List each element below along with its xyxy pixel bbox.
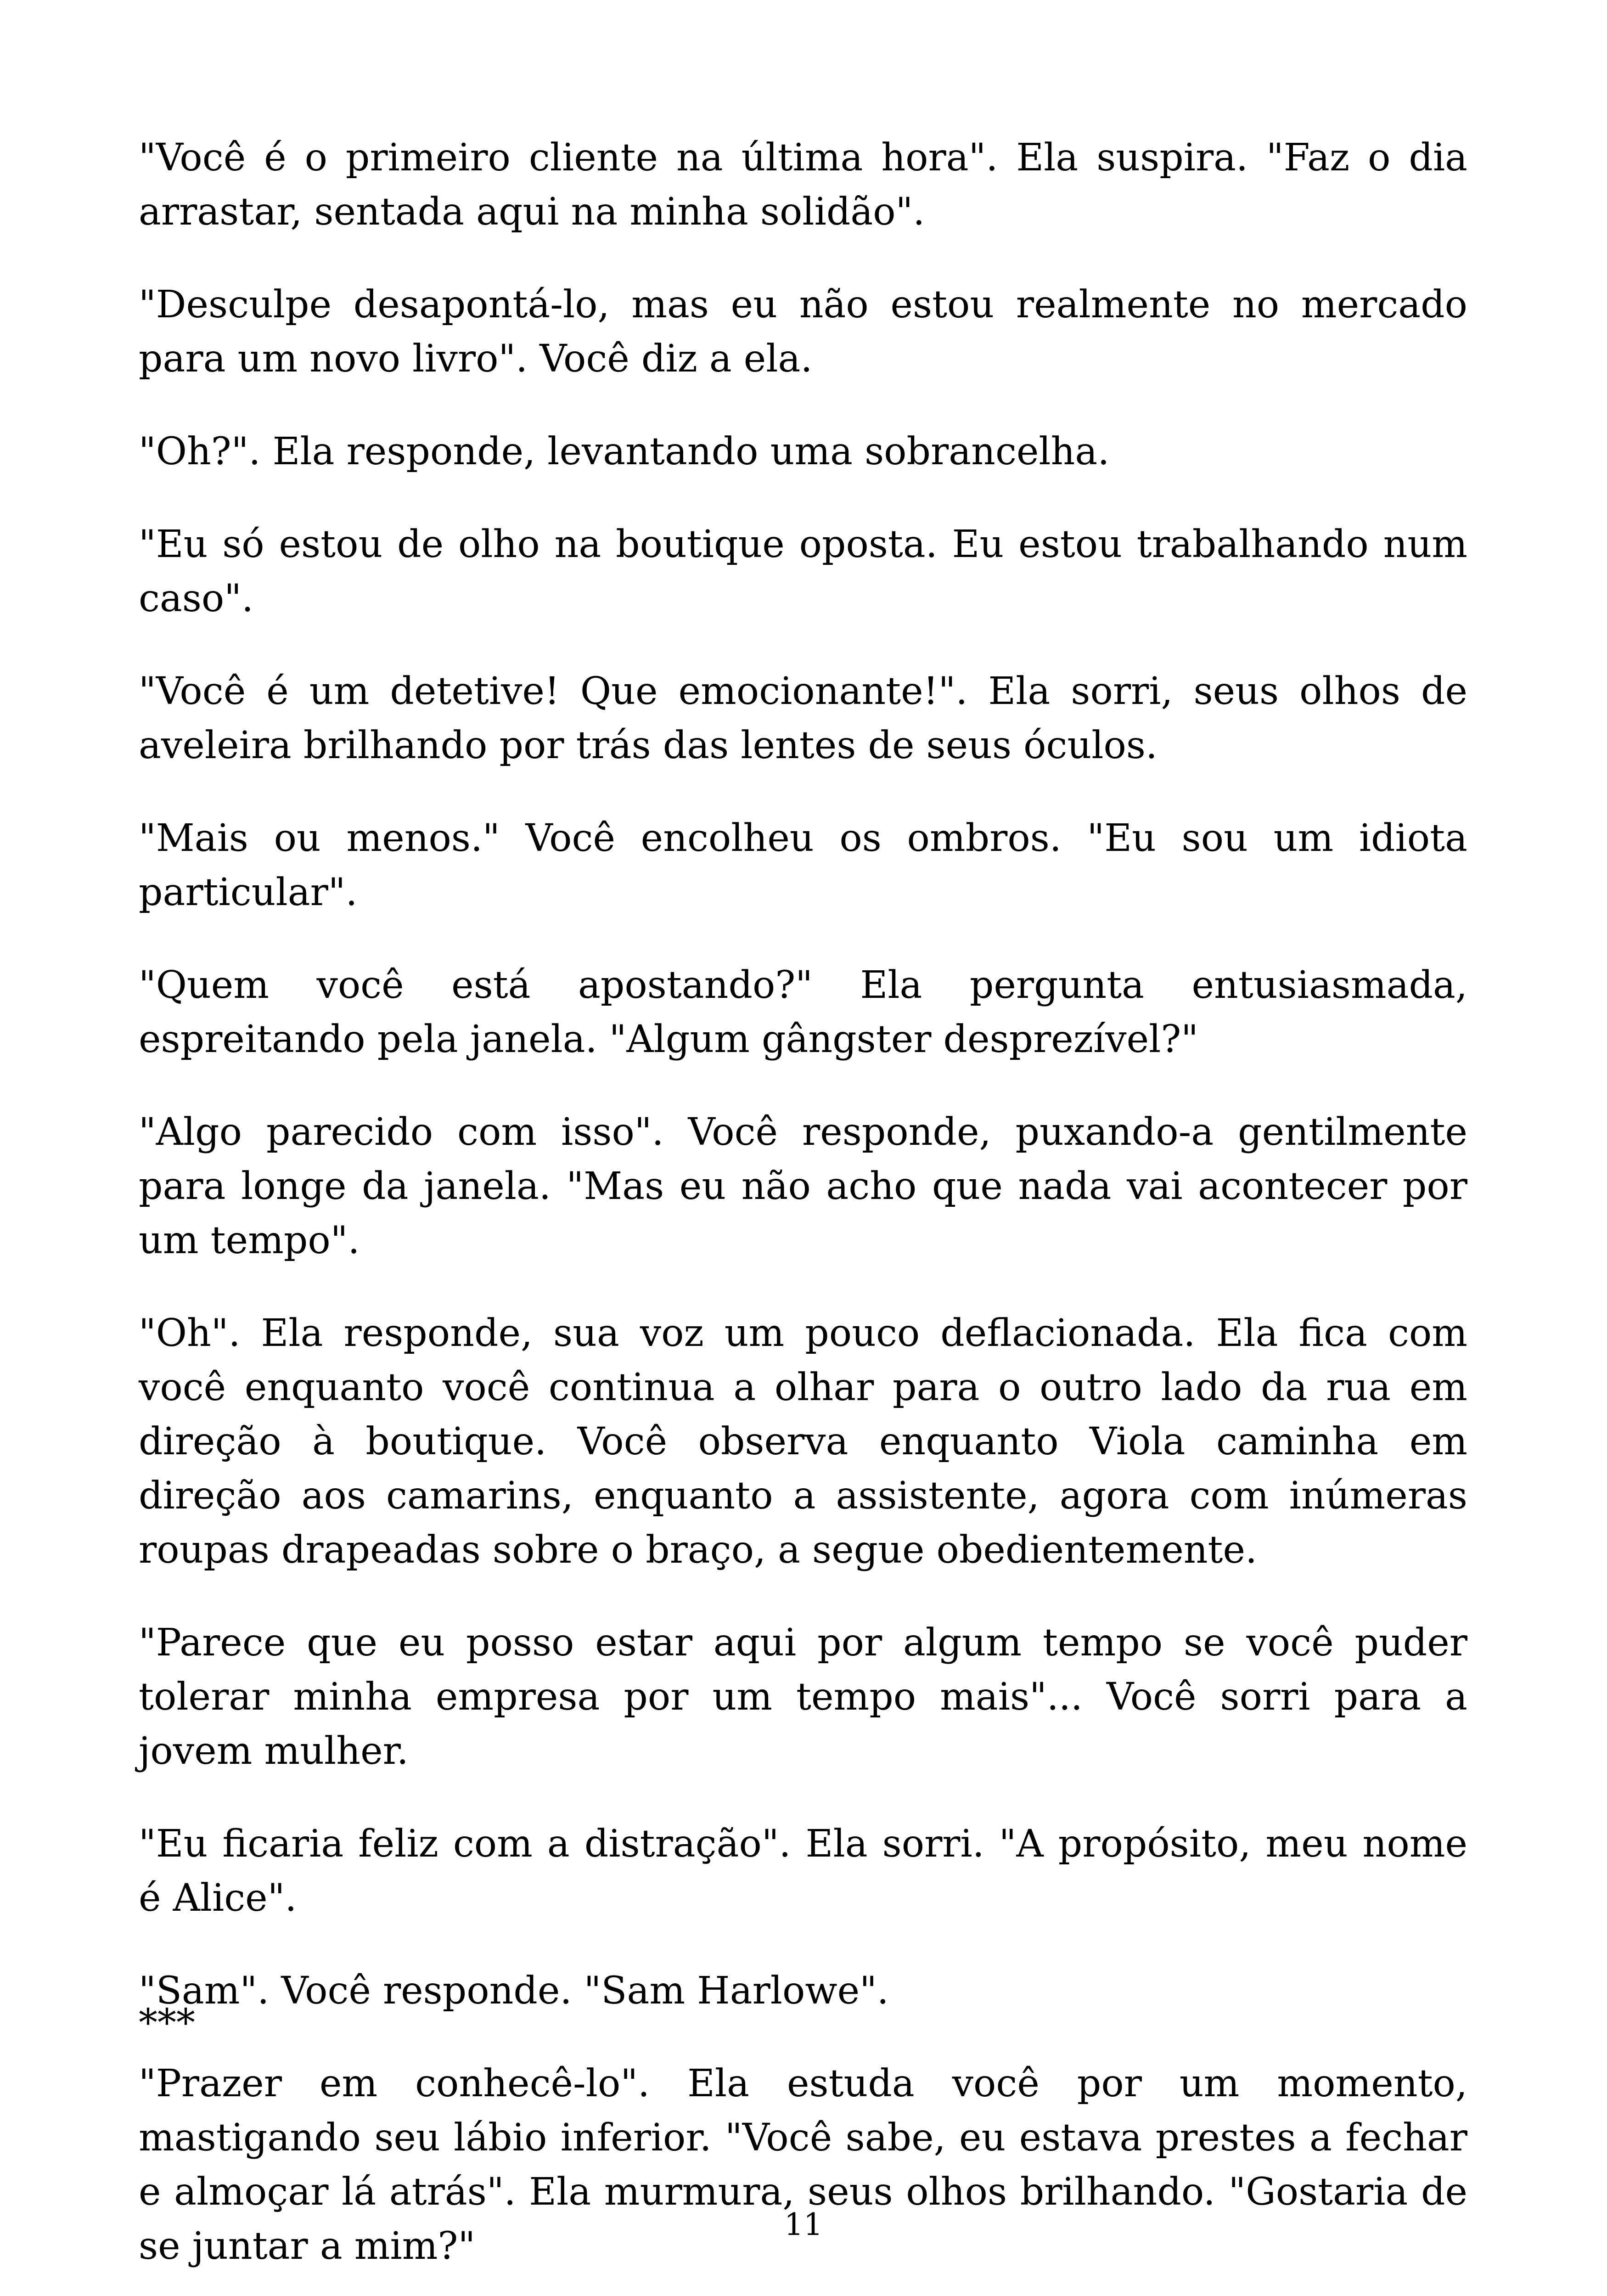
paragraph-13: "Prazer em conhecê-lo". Ela estuda você por um momento, mastigando seu lábio inferior. "Você sabe, eu estava prestes a fechar e almoçar lá atrás". Ela murmura, seus olhos brilhando. "Gostaria de se juntar a mim?" bbox=[139, 2062, 1467, 2268]
paragraph-4: "Eu só estou de olho na boutique oposta. Eu estou trabalhando num caso". bbox=[139, 523, 1467, 620]
page-number: 11 bbox=[784, 2207, 823, 2242]
paragraph-5: "Você é um detetive! Que emocionante!". Ela sorri, seus olhos de aveleira brilhando por trás das lentes de seus óculos. bbox=[139, 670, 1467, 767]
paragraph-10: "Parece que eu posso estar aqui por algum tempo se você puder tolerar minha empresa por um tempo mais"... Você sorri para a jovem mulher. bbox=[139, 1621, 1467, 1773]
paragraph-7: "Quem você está apostando?" Ela pergunta entusiasmada, espreitando pela janela. "Algum gângster desprezível?" bbox=[139, 963, 1467, 1061]
paragraph-3: "Oh?". Ela responde, levantando uma sobrancelha. bbox=[139, 430, 1110, 473]
paragraph-6: "Mais ou menos." Você encolheu os ombros. "Eu sou um idiota particular". bbox=[139, 816, 1467, 914]
paragraph-2: "Desculpe desapontá-lo, mas eu não estou realmente no mercado para um novo livro". Você diz a ela. bbox=[139, 283, 1467, 381]
paragraph-8: "Algo parecido com isso". Você responde, puxando-a gentilmente para longe da janela. "Mas eu não acho que nada vai acontecer por um tempo". bbox=[139, 1110, 1467, 1262]
scene-separator: *** bbox=[139, 2001, 195, 2045]
body-text bbox=[139, 131, 1467, 2296]
paragraph-9: "Oh". Ela responde, sua voz um pouco deflacionada. Ela fica com você enquanto você continua a olhar para o outro lado da rua em direção à boutique. Você observa enquanto Viola caminha em direção aos camarins, enquanto a assistente, agora com inúmeras roupas drapeadas sobre o braço, a segue obedientemente. bbox=[139, 1311, 1467, 1572]
paragraph-12: "Sam". Você responde. "Sam Harlowe". bbox=[139, 1969, 889, 2013]
paragraph-1: "Você é o primeiro cliente na última hora". Ela suspira. "Faz o dia arrastar, sentada aqui na minha solidão". bbox=[139, 136, 1467, 234]
paragraph-11: "Eu ficaria feliz com a distração". Ela sorri. "A propósito, meu nome é Alice". bbox=[139, 1822, 1467, 1920]
